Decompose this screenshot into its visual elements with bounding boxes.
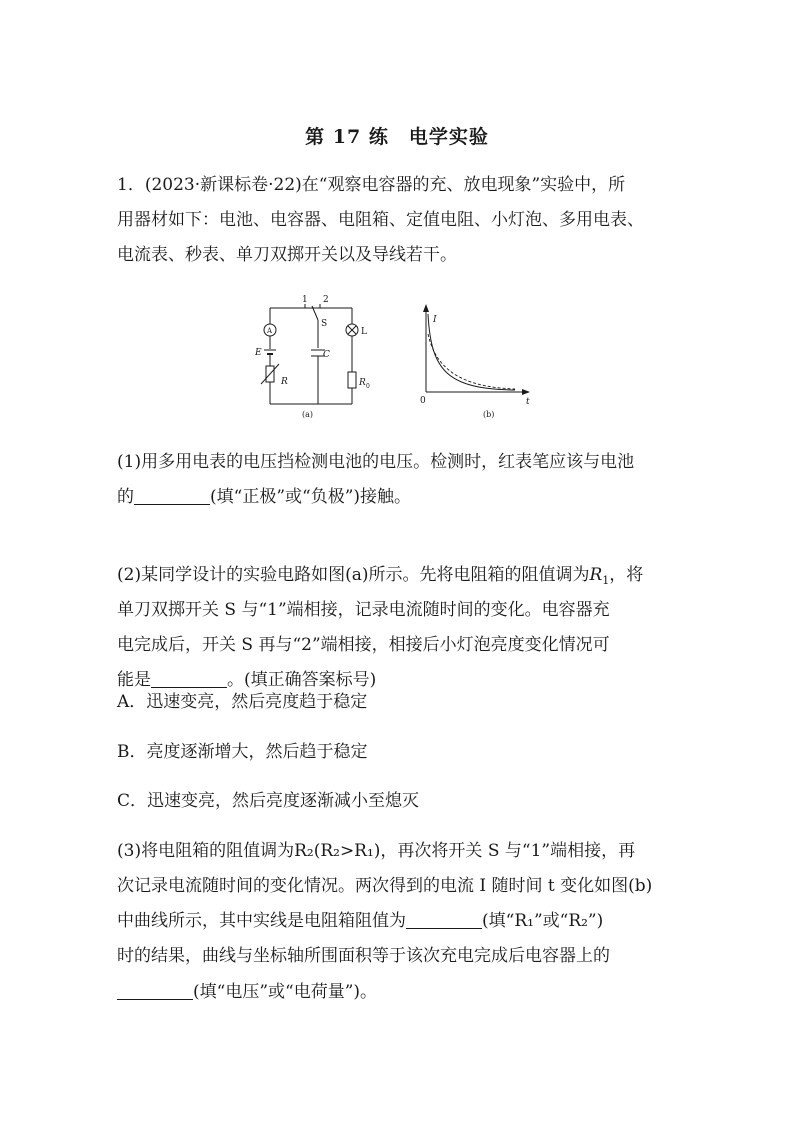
capacitor-label: C — [323, 350, 330, 360]
answer-blank-2[interactable] — [151, 673, 227, 688]
question-stem-line-2: 用器材如下：电池、电容器、电阻箱、定值电阻、小灯泡、多用电表、 — [117, 210, 644, 230]
graph-origin-label: 0 — [420, 396, 426, 406]
r1-subscript: 1 — [602, 574, 610, 587]
page-title: 第 17 练 电学实验 — [305, 126, 489, 148]
part-1-prefix: 的 — [117, 487, 134, 507]
part-3-line-4: 时的结果，曲线与坐标轴所围面积等于该次充电完成后电容器上的 — [117, 946, 610, 966]
part-2-line-4 — [117, 672, 376, 689]
part-2-suffix: 。(填正确答案标号) — [227, 670, 377, 690]
ammeter-label: A — [267, 327, 273, 335]
part-1-line-2 — [117, 489, 411, 506]
rheostat-label: R — [281, 377, 288, 387]
part-3-prefix: 中曲线所示，其中实线是电阻箱阻值为 — [117, 911, 406, 931]
lamp-label: L — [361, 327, 367, 337]
switch-label: S — [321, 319, 328, 329]
resistor-r0-label: R — [359, 378, 366, 388]
answer-blank-4[interactable] — [117, 985, 193, 1000]
circuit-and-graph-figure — [250, 292, 550, 427]
part-2-text-end: ，将 — [609, 565, 644, 585]
question-stem-line-1: 1．(2023·新课标卷·22)在“观察电容器的充、放电现象”实验中，所 — [117, 175, 626, 195]
part-3-line-2: 次记录电流随时间的变化情况。两次得到的电流 I 随时间 t 变化如图(b) — [117, 876, 653, 896]
part-2-line-3: 电完成后，开关 S 再与“2”端相接，相接后小灯泡亮度变化情况可 — [117, 635, 610, 655]
r1-symbol: R — [589, 565, 603, 585]
graph-y-axis-label: I — [433, 315, 437, 325]
option-a: A．迅速变亮，然后亮度趋于稳定 — [117, 692, 368, 712]
part-2-line-2: 单刀双掷开关 S 与“1”端相接，记录电流随时间的变化。电容器充 — [117, 600, 610, 620]
switch-terminal-1-label: 1 — [302, 295, 308, 305]
switch-terminal-2-label: 2 — [323, 295, 329, 305]
figure-a-caption: (a) — [302, 410, 314, 419]
part-3-final-suffix: (填“电压”或“电荷量”)。 — [193, 982, 378, 1002]
figure-b-caption: (b) — [483, 410, 495, 419]
question-stem-line-3: 电流表、秒表、单刀双掷开关以及导线若干。 — [117, 245, 457, 265]
part-1-suffix: (填“正极”或“负极”)接触。 — [210, 487, 412, 507]
part-2-prefix: 能是 — [117, 670, 151, 690]
dashed-curve — [428, 334, 515, 389]
part-2-text: (2)某同学设计的实验电路如图(a)所示。先将电阻箱的阻值调为 — [117, 565, 590, 585]
part-3-line-3 — [117, 913, 603, 930]
answer-blank-1[interactable] — [134, 490, 210, 505]
resistor-r0-subscript: 0 — [366, 383, 370, 390]
part-3-suffix: (填“R₁”或“R₂”) — [482, 911, 604, 931]
graph-x-axis-label: t — [526, 397, 530, 407]
solid-curve — [428, 314, 515, 390]
part-3-line-1: (3)将电阻箱的阻值调为R₂(R₂>R₁)，再次将开关 S 与“1”端相接，再 — [117, 841, 636, 861]
part-3-line-5 — [117, 984, 377, 1001]
part-1-line-1: (1)用多用电表的电压挡检测电池的电压。检测时，红表笔应该与电池 — [117, 452, 635, 472]
answer-blank-3[interactable] — [406, 914, 482, 929]
part-2-line-1 — [117, 567, 643, 586]
option-c: C．迅速变亮，然后亮度逐渐减小至熄灭 — [117, 791, 420, 811]
option-b: B．亮度逐渐增大，然后趋于稳定 — [117, 742, 368, 762]
battery-label: E — [255, 348, 262, 358]
